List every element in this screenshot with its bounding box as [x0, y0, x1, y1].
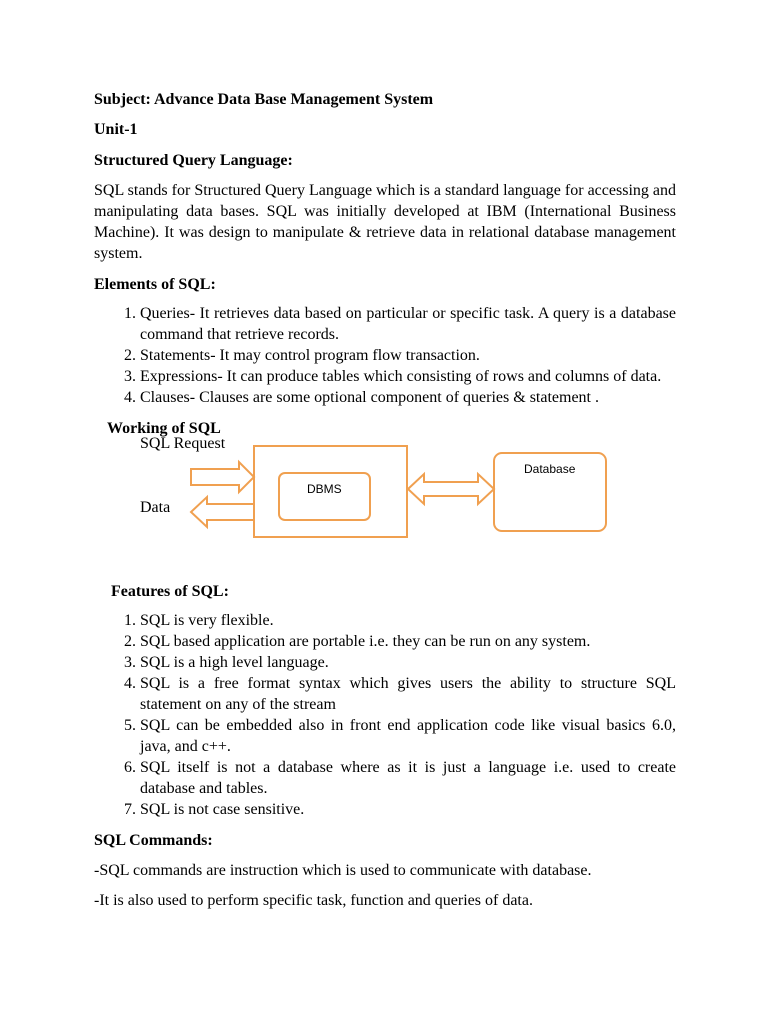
document-page [94, 86, 676, 911]
data-label: Data [140, 499, 171, 516]
list-item: 6. SQL itself is not a database where as it is just a language i.e. used to create database and tables. [140, 757, 676, 799]
dbms-label: DBMS [307, 482, 342, 496]
database-label: Database [524, 462, 576, 476]
list-item: 4. SQL is a free format syntax which gives users the ability to structure SQL statement on any of the stream [140, 673, 676, 715]
list-item: 1. SQL is very flexible. [140, 610, 676, 631]
request-arrow [191, 462, 254, 492]
sql-heading: Structured Query Language: [94, 152, 293, 169]
unit-heading: Unit-1 [94, 121, 138, 138]
intro-paragraph: SQL stands for Structured Query Language which is a standard language for accessing and manipulating data bases. SQL was initially developed at IBM (International Business Machine). It was design to manipulate & retrieve data in relational database management system. [94, 182, 676, 262]
list-item: 1. Queries- It retrieves data based on particular or specific task. A query is a database command that retrieve records. [140, 303, 676, 345]
list-item: 3. SQL is a high level language. [140, 652, 676, 673]
list-item: 4. Clauses- Clauses are some optional component of queries & statement . [140, 387, 676, 408]
diagram-svg [94, 439, 676, 579]
commands-line-2: -It is also used to perform specific task, function and queries of data. [94, 892, 533, 909]
commands-line-1: -SQL commands are instruction which is used to communicate with database. [94, 862, 592, 879]
features-list [94, 610, 676, 820]
elements-heading: Elements of SQL: [94, 276, 216, 293]
list-item: 2. SQL based application are portable i.e. they can be run on any system. [140, 631, 676, 652]
sql-request-label: SQL Request [140, 435, 226, 452]
list-item: 7. SQL is not case sensitive. [140, 799, 676, 820]
subject-heading: Subject: Advance Data Base Management System [94, 91, 434, 108]
features-heading: Features of SQL: [111, 583, 229, 600]
sql-working-diagram [94, 435, 676, 579]
list-item: 5. SQL can be embedded also in front end application code like visual basics 6.0, java, and c++. [140, 715, 676, 757]
working-heading: Working of SQL [107, 420, 221, 437]
commands-heading: SQL Commands: [94, 832, 213, 849]
list-item: 2. Statements- It may control program flow transaction. [140, 345, 676, 366]
elements-list [94, 303, 676, 408]
data-arrow [191, 497, 254, 527]
list-item: 3. Expressions- It can produce tables which consisting of rows and columns of data. [140, 366, 676, 387]
double-arrow [408, 474, 494, 504]
